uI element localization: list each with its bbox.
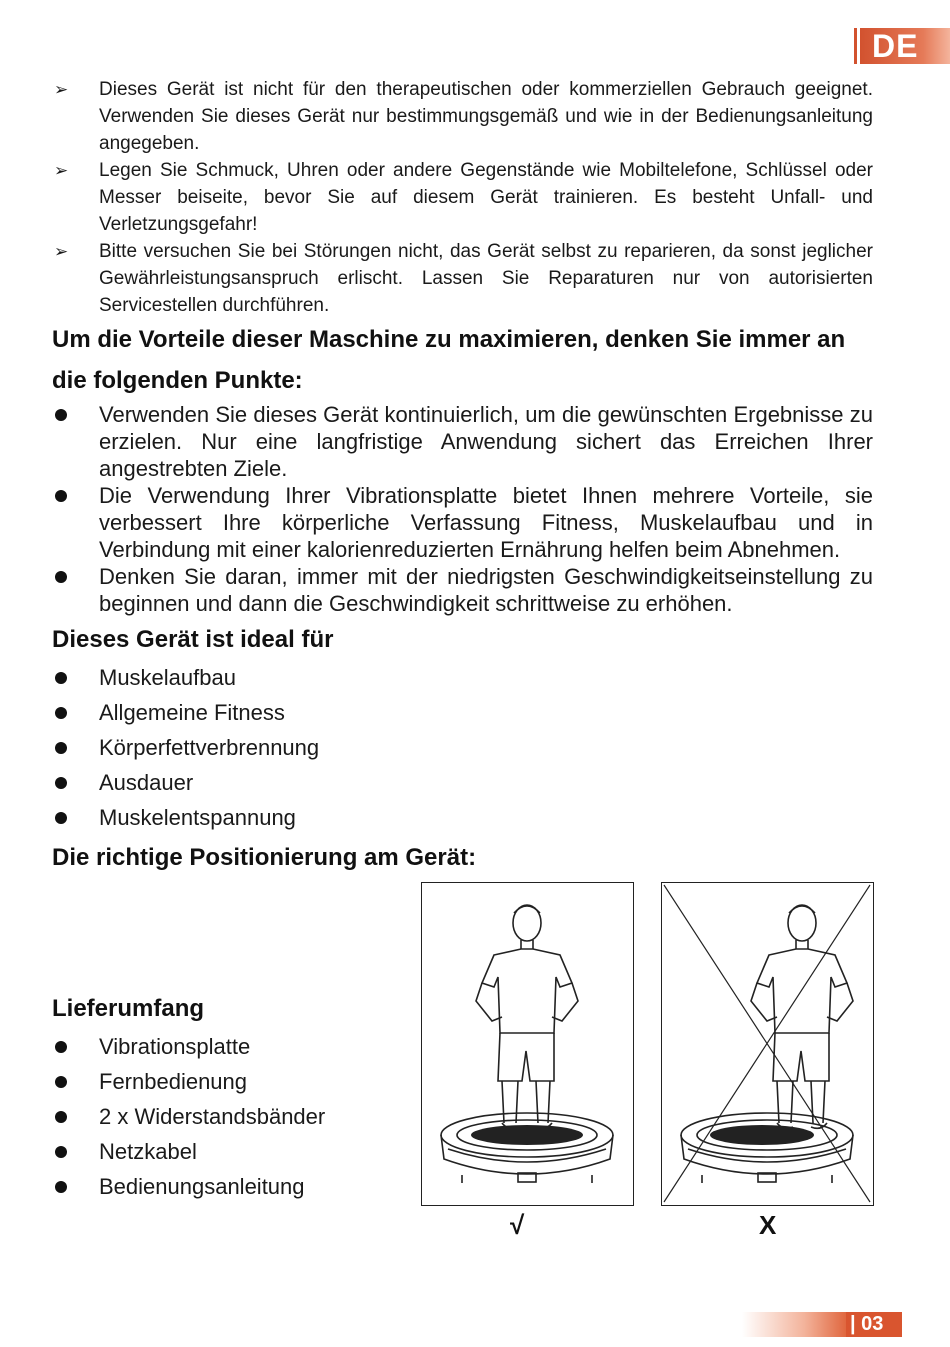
language-label: DE [860,28,950,64]
benefits-heading: Um die Vorteile dieser Maschine zu maximieren, denken Sie immer an die folgenden Punkte: [52,326,846,394]
list-item-text: Vibrationsplatte [99,1034,251,1059]
wrong-position-figure [661,882,874,1206]
list-item-text: Muskelaufbau [99,665,236,690]
list-item [52,401,873,482]
arrow-bullet-icon: ➢ [54,242,69,261]
list-item [52,1064,392,1099]
list-item [52,157,873,238]
list-item-text: Allgemeine Fitness [99,700,285,725]
dot-bullet-icon [55,1146,67,1158]
dot-bullet-icon [55,777,67,789]
page-number-tab [742,1312,902,1337]
list-item [52,800,873,835]
list-item [52,1169,392,1204]
list-item [52,660,873,695]
list-item-text: Legen Sie Schmuck, Uhren oder andere Gegenstände wie Mobiltelefone, Schlüssel oder Messer beiseite, bevor Sie auf diesem Gerät trainieren. Es besteht Unfall- und Verletzungsgefahr! [99,160,873,235]
dot-bullet-icon [55,812,67,824]
list-item-text: 2 x Widerstandsbänder [99,1104,326,1129]
list-item-text: Fernbedienung [99,1069,248,1094]
dot-bullet-icon [55,742,67,754]
delivery-list [52,1029,392,1204]
delivery-heading: Lieferumfang [52,995,205,1022]
list-item-text: Denken Sie daran, immer mit der niedrigsten Geschwindigkeitseinstellung zu beginnen und dann die Geschwindigkeit schrittweise zu erhöhen. [99,564,873,616]
language-tab [854,28,950,64]
list-item [52,238,873,319]
list-item [52,1099,392,1134]
list-item [52,730,873,765]
wrong-cross-mark: X [759,1210,777,1240]
page-number-value: 03 [861,1313,884,1335]
page-number-gradient [742,1312,846,1337]
list-item-text: Bedienungsanleitung [99,1174,305,1199]
ideal-for-list [52,660,873,835]
dot-bullet-icon [55,571,67,583]
delivery-section [52,988,392,1204]
page-number: | 03 [846,1312,902,1337]
list-item-text: Muskelentspannung [99,805,296,830]
page-content [52,76,873,878]
list-item-text: Verwenden Sie dieses Gerät kontinuierlich, um die gewünschten Ergebnisse zu erzielen. Nur eine langfristige Anwendung sichert das Erreichen Ihrer angestrebten Ziele. [99,402,873,481]
cross-out-icon [664,885,870,1202]
dot-bullet-icon [55,1111,67,1123]
list-item-text: Ausdauer [99,770,194,795]
dot-bullet-icon [55,409,67,421]
list-item [52,1134,392,1169]
list-item-text: Netzkabel [99,1139,197,1164]
list-item [52,76,873,157]
person-on-plate-illustration [422,883,632,1204]
list-item [52,765,873,800]
arrow-bullet-icon: ➢ [54,161,69,180]
arrow-bullet-icon: ➢ [54,80,69,99]
correct-position-figure [421,882,634,1206]
dot-bullet-icon [55,1041,67,1053]
ideal-for-heading: Dieses Gerät ist ideal für [52,626,334,653]
list-item-text: Körperfettverbrennung [99,735,320,760]
list-item [52,482,873,563]
benefits-list [52,401,873,617]
list-item-text: Dieses Gerät ist nicht für den therapeutischen oder kommerziellen Gebrauch geeignet. Verwenden Sie dieses Gerät nur bestimmungsgemäß und wie in der Bedienungsanleitung angegeben. [99,79,873,154]
dot-bullet-icon [55,707,67,719]
positioning-heading: Die richtige Positionierung am Gerät: [52,844,477,871]
dot-bullet-icon [55,490,67,502]
list-item [52,563,873,617]
person-on-plate-crossed-illustration [662,883,872,1204]
list-item [52,695,873,730]
language-tab-accent [854,28,857,64]
correct-checkmark: √ [510,1210,525,1240]
list-item-text: Die Verwendung Ihrer Vibrationsplatte bietet Ihnen mehrere Vorteile, sie verbessert Ihre körperliche Verfassung Fitness, Muskelaufbau und in Verbindung mit einer kalorienreduzierten Ernährung helfen beim Abnehmen. [99,483,873,562]
safety-notes-list [52,76,873,319]
dot-bullet-icon [55,1076,67,1088]
dot-bullet-icon [55,1181,67,1193]
list-item-text: Bitte versuchen Sie bei Störungen nicht, das Gerät selbst zu reparieren, da sonst jeglicher Gewährleistungsanspruch erlischt. Lassen Sie Reparaturen nur von autorisierten Servicestellen durchführen. [99,241,873,316]
dot-bullet-icon [55,672,67,684]
list-item [52,1029,392,1064]
